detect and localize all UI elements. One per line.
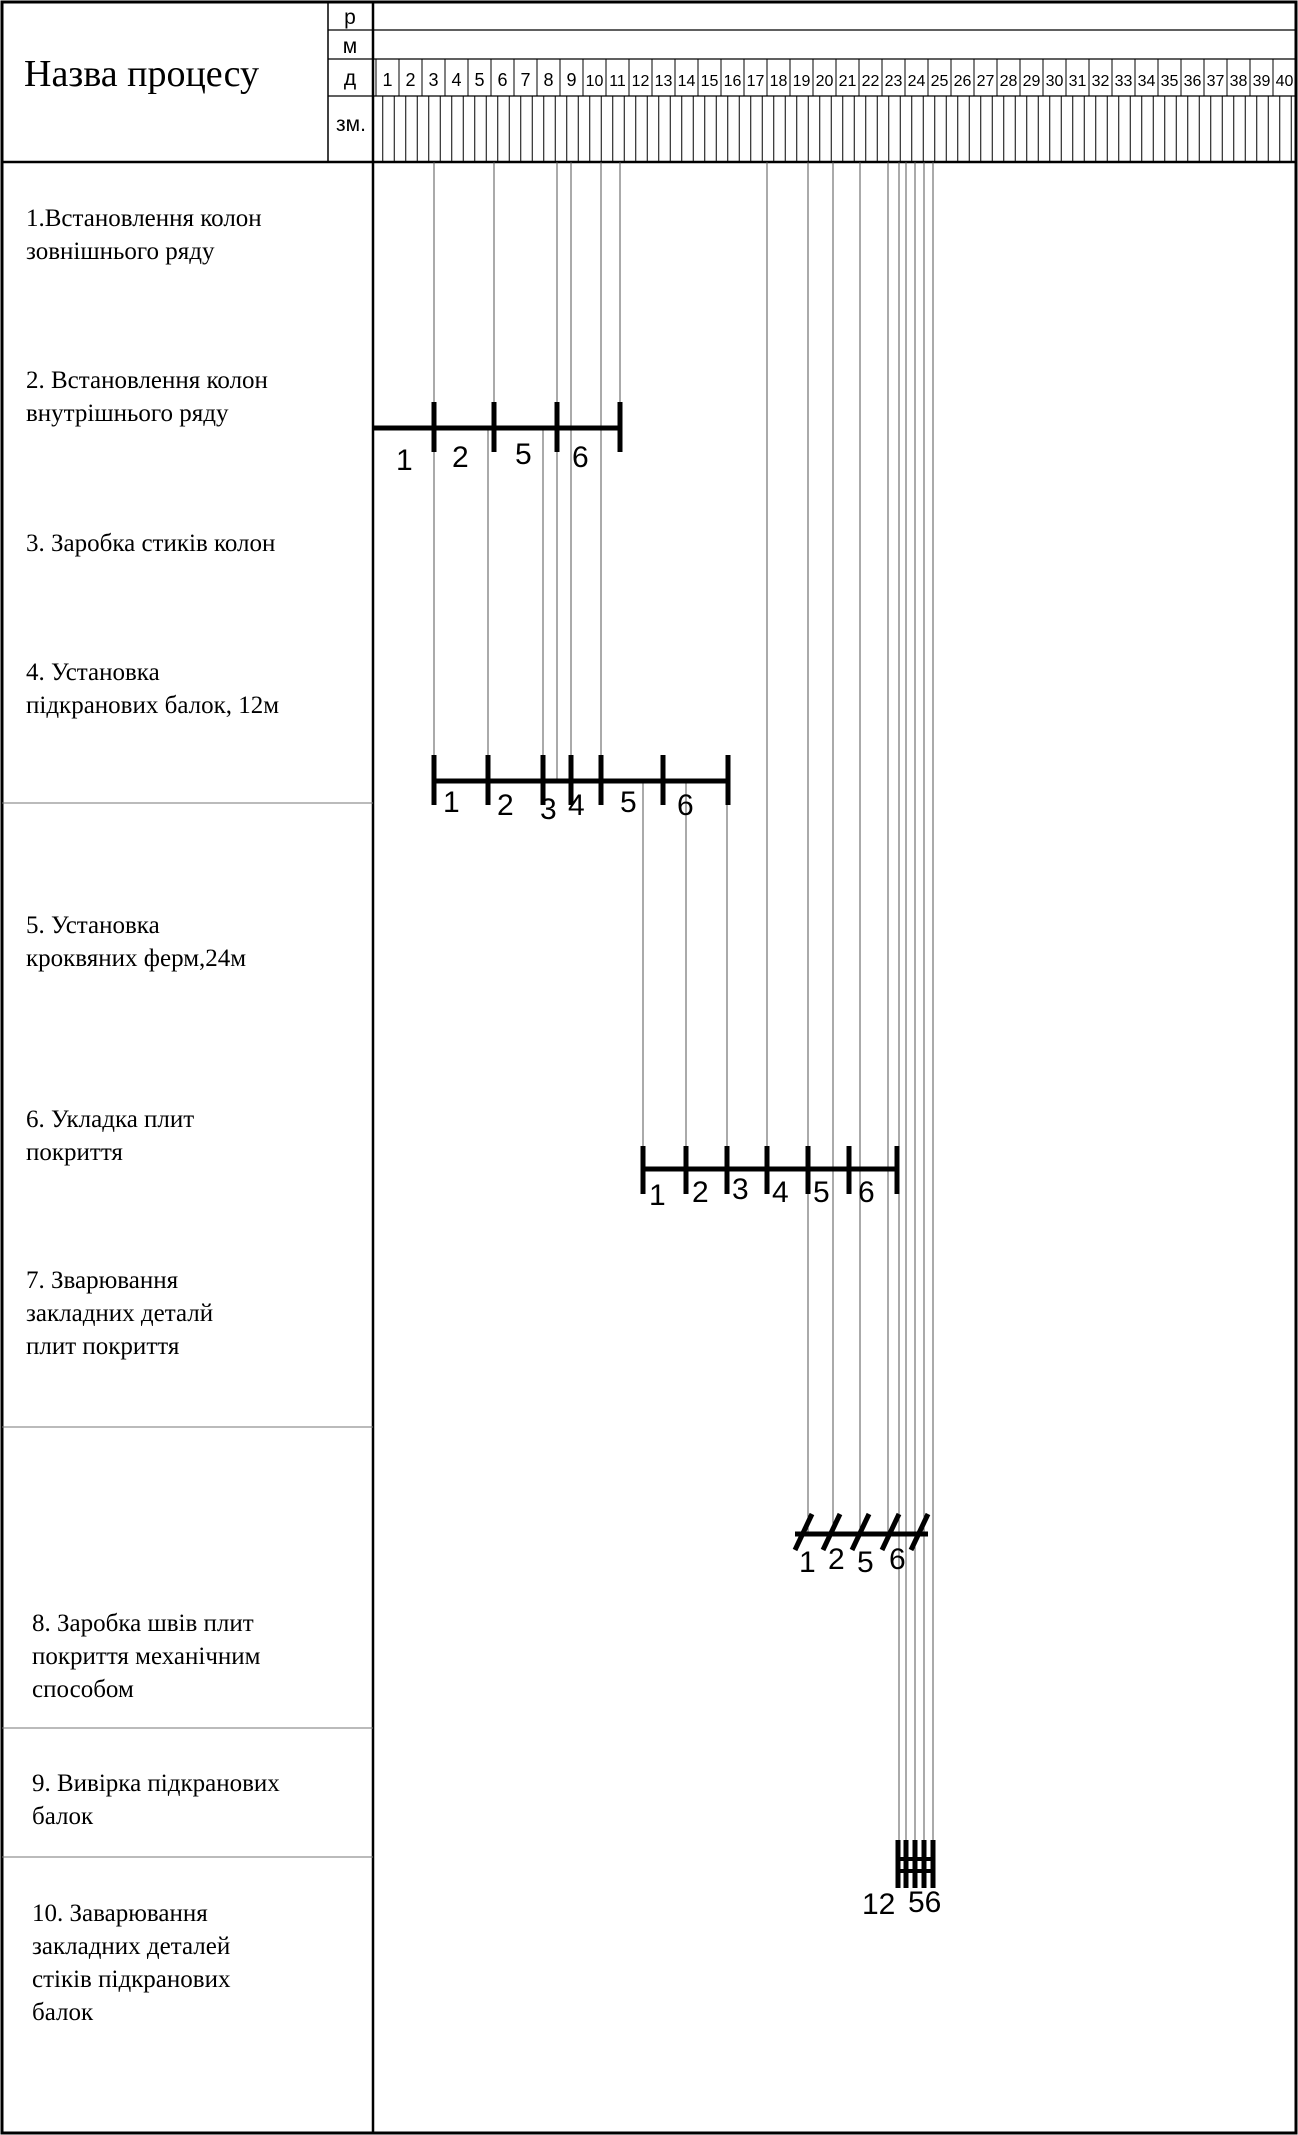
process-9-label: 9. Вивірка підкранових балок	[32, 1770, 280, 1830]
day-number: 2	[405, 70, 416, 90]
day-number: 1	[382, 70, 393, 90]
day-number: 11	[609, 73, 626, 90]
process-5-label: 5. Установка кроквяних ферм,24м	[26, 912, 247, 972]
day-number: 7	[520, 70, 531, 90]
bar-process-8-label: 2	[828, 1543, 845, 1576]
process-4-label: 4. Установка підкранових балок, 12м	[26, 659, 280, 719]
day-number: 32	[1091, 73, 1110, 90]
process-3-label: 3. Заробка стиків колон	[26, 530, 276, 557]
process-7-label: 7. Зварювання закладних деталй плит покриття	[26, 1267, 214, 1360]
day-number: 6	[497, 70, 508, 90]
day-number: 12	[631, 73, 650, 90]
header-label-m: м	[342, 35, 358, 58]
header-label-r: р	[344, 6, 356, 29]
day-number: 38	[1229, 73, 1248, 90]
day-number: 23	[884, 73, 903, 90]
bar-process-2-label: 6	[572, 441, 589, 474]
bar-process-10	[896, 1840, 935, 1888]
bar-process-8-label: 6	[889, 1543, 906, 1576]
reference-lines	[434, 162, 933, 1880]
process-6-label: 6. Укладка плит покриття	[26, 1106, 195, 1166]
header-label-d: д	[343, 67, 357, 90]
bar-process-6-label: 3	[732, 1173, 749, 1206]
day-number: 15	[700, 73, 719, 90]
header-label-zm: зм.	[336, 113, 366, 136]
day-number: 21	[838, 73, 857, 90]
day-number: 33	[1114, 73, 1133, 90]
bar-process-4-label: 3	[540, 793, 557, 826]
bar-process-6-label: 1	[649, 1179, 666, 1212]
bar-process-8	[795, 1514, 928, 1550]
bar-process-8-label: 1	[799, 1546, 816, 1579]
day-number: 5	[474, 70, 485, 90]
header-title: Назва процесу	[24, 53, 259, 95]
bar-process-4-label: 6	[677, 789, 694, 822]
day-number: 25	[930, 73, 949, 90]
bar-process-2-label: 2	[452, 441, 469, 474]
day-number: 3	[428, 70, 439, 90]
day-number: 10	[585, 73, 604, 90]
day-number: 29	[1022, 73, 1041, 90]
day-number: 18	[769, 73, 788, 90]
process-1-label: 1.Встановлення колон зовнішнього ряду	[26, 205, 262, 265]
day-number: 20	[815, 73, 834, 90]
day-number: 27	[976, 73, 995, 90]
bar-process-8-label: 5	[857, 1546, 874, 1579]
day-number: 31	[1068, 73, 1087, 90]
day-number: 39	[1252, 73, 1271, 90]
day-number: 37	[1206, 73, 1225, 90]
day-number: 4	[451, 70, 462, 90]
process-10-label: 10. Заварювання закладних деталей стіків підкранових балок	[32, 1900, 231, 2026]
day-number: 8	[543, 70, 554, 90]
bar-process-4-label: 2	[497, 789, 514, 822]
bar-process-4-label: 4	[568, 789, 585, 822]
bar-process-4-label: 1	[443, 786, 460, 819]
day-number: 35	[1160, 73, 1179, 90]
day-number: 9	[566, 70, 577, 90]
day-number: 40	[1275, 73, 1294, 90]
day-number: 24	[907, 73, 926, 90]
bar-process-6-label: 2	[692, 1176, 709, 1209]
day-number: 26	[953, 73, 972, 90]
bar-process-4-label: 5	[620, 786, 637, 819]
process-8-label: 8. Заробка швів плит покриття механічним способом	[32, 1610, 261, 1703]
day-number: 34	[1137, 73, 1156, 90]
day-number: 36	[1183, 73, 1202, 90]
bar-process-6-label: 6	[858, 1176, 875, 1209]
day-number: 13	[654, 73, 673, 90]
bar-process-10-label: 56	[908, 1886, 942, 1919]
day-number: 19	[792, 73, 811, 90]
day-number: 22	[861, 73, 880, 90]
bar-process-2-label: 1	[396, 444, 413, 477]
day-number: 28	[999, 73, 1018, 90]
bar-process-10-label: 12	[862, 1888, 896, 1921]
day-number: 17	[746, 73, 765, 90]
day-number: 30	[1045, 73, 1064, 90]
bar-process-6-label: 5	[813, 1176, 830, 1209]
day-number: 16	[723, 73, 742, 90]
day-number: 14	[677, 73, 696, 90]
day-columns	[376, 59, 1294, 162]
bar-process-6-label: 4	[772, 1176, 789, 1209]
bar-process-2-label: 5	[515, 438, 532, 471]
process-2-label: 2. Встановлення колон внутрішнього ряду	[26, 367, 268, 427]
